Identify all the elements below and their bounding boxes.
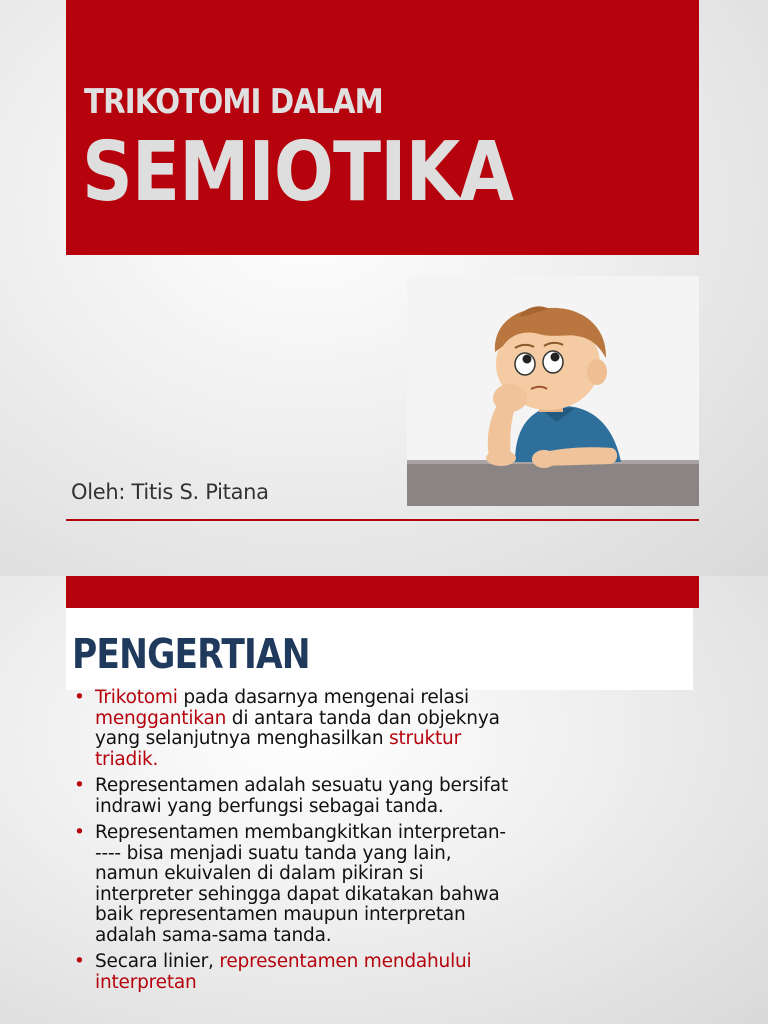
bullet-text: Representamen membangkitkan interpretan----- bisa menjadi suatu tanda yang lain, namun ekuivalen di dalam pikiran si interpreter sehingga dapat dikatakan bahwa baik representamen maupun interpretan adalah sama-sama tanda.	[95, 822, 506, 946]
term-highlight: .	[152, 748, 159, 770]
term-highlight: struktur triadik	[95, 728, 461, 770]
bullet-text: Representamen adalah sesuatu yang bersifat indrawi yang berfungsi sebagai tanda.	[95, 775, 508, 817]
title-line-1: TRIKOTOMI DALAM	[84, 82, 383, 122]
bullet-text: Secara linier,	[95, 951, 220, 972]
bullet-list	[72, 688, 512, 999]
header-banner	[66, 576, 699, 608]
bullet-text: pada dasarnya mengenai relasi	[177, 687, 469, 708]
list-item	[72, 823, 512, 946]
author-credit: Oleh: Titis S. Pitana	[71, 480, 269, 504]
term-highlight: Trikotomi	[95, 687, 178, 708]
bullet-text: di antara tanda dan objeknya yang selanjutnya menghasilkan	[95, 707, 500, 749]
title-line-2: SEMIOTIKA	[82, 125, 514, 220]
thinking-boy-illustration	[407, 276, 699, 506]
list-item	[72, 776, 512, 817]
term-highlight: menggantikan	[95, 707, 227, 729]
list-item	[72, 952, 512, 993]
term-highlight: representamen mendahului interpretan	[95, 951, 472, 993]
list-item	[72, 688, 512, 770]
slide-heading: PENGERTIAN	[72, 630, 310, 678]
divider-line	[66, 519, 699, 521]
definition-slide	[0, 576, 768, 1024]
